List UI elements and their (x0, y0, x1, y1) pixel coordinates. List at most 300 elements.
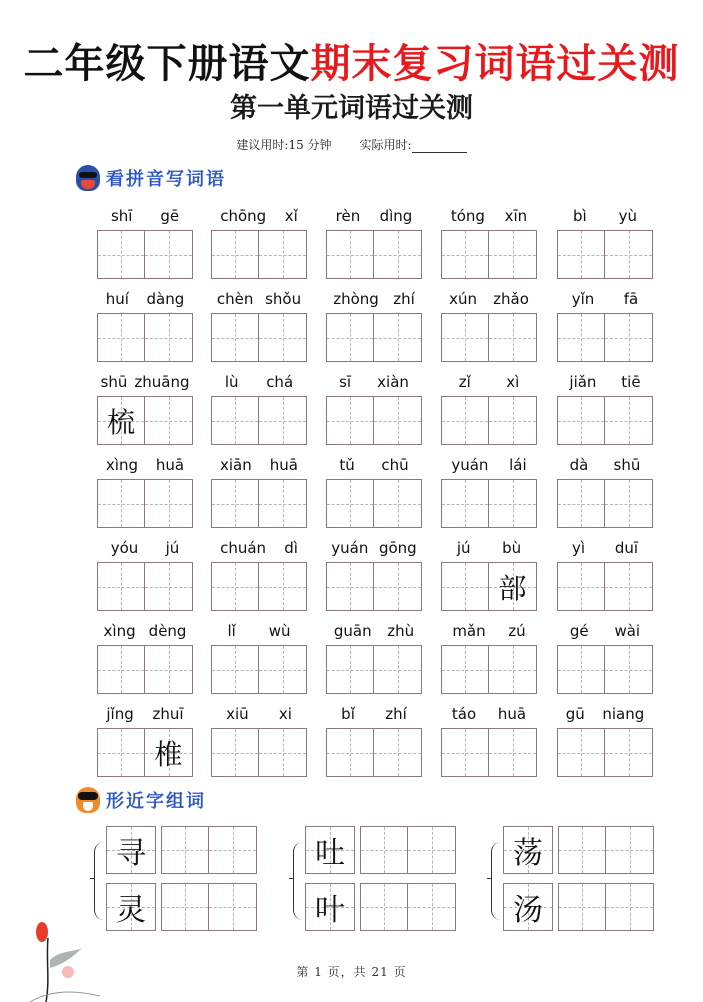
writing-cell[interactable] (361, 884, 408, 930)
writing-cell[interactable] (327, 563, 374, 610)
given-char-cell (306, 884, 354, 930)
pinyin-syllable: duī (614, 539, 639, 557)
writing-cell[interactable] (98, 480, 145, 527)
tianzige-box-pair (557, 728, 653, 777)
writing-cell[interactable] (605, 231, 652, 278)
pinyin-syllable: dìng (379, 207, 413, 225)
word-item (211, 371, 307, 445)
writing-cell[interactable] (145, 231, 192, 278)
pinyin-syllable: zhuī (152, 705, 184, 723)
tianzige-box-pair (557, 479, 653, 528)
title-part-black: 二年级下册语文 (23, 40, 311, 87)
similar-char-row (305, 883, 456, 931)
tianzige-box-pair (211, 645, 307, 694)
writing-cell[interactable] (442, 646, 489, 693)
writing-cell[interactable] (212, 397, 259, 444)
pinyin-syllable: táo (451, 705, 477, 723)
writing-cell[interactable] (374, 231, 421, 278)
writing-cell[interactable] (605, 480, 652, 527)
pinyin-syllable: dèng (148, 622, 187, 640)
writing-cell[interactable] (408, 884, 455, 930)
pinyin-syllable: yǐn (571, 290, 595, 308)
pinyin-label (557, 205, 653, 225)
tianzige-box-pair (211, 230, 307, 279)
writing-cell[interactable] (259, 646, 306, 693)
pinyin-syllable: yuán (451, 456, 489, 474)
pinyin-label (211, 703, 307, 723)
tianzige-box-pair (97, 230, 193, 279)
tianzige-box-pair (326, 396, 422, 445)
writing-cell[interactable] (259, 480, 306, 527)
lotus-decoration-icon (20, 920, 110, 1002)
writing-cell[interactable] (489, 397, 536, 444)
writing-cell[interactable] (605, 314, 652, 361)
similar-char-row (106, 883, 257, 931)
pinyin-label (557, 703, 653, 723)
writing-cell[interactable] (442, 397, 489, 444)
pinyin-label (326, 454, 422, 474)
pinyin-syllable: huā (155, 456, 185, 474)
filled-character: 梳 (106, 405, 135, 439)
given-char-box (503, 826, 553, 874)
given-char-cell (107, 827, 155, 873)
given-char-box (305, 883, 355, 931)
pinyin-syllable: guān (333, 622, 372, 640)
word-item (441, 371, 537, 445)
word-item (211, 454, 307, 528)
tianzige-box-pair (557, 230, 653, 279)
writing-cell[interactable] (98, 563, 145, 610)
word-item (97, 454, 193, 528)
writing-cell[interactable] (98, 314, 145, 361)
section-label: 看拼音写词语 (106, 169, 226, 190)
writing-cell[interactable] (327, 480, 374, 527)
word-item (326, 205, 422, 279)
similar-char-row (106, 826, 257, 874)
tianzige-box-pair (441, 396, 537, 445)
pinyin-syllable: gōng (378, 539, 417, 557)
writing-cell[interactable] (98, 231, 145, 278)
writing-cell[interactable] (162, 884, 209, 930)
pinyin-label (326, 205, 422, 225)
tianzige-box-pair (97, 479, 193, 528)
writing-cell[interactable] (145, 314, 192, 361)
given-character: 汤 (513, 893, 543, 928)
pinyin-label (97, 371, 193, 391)
writing-cell[interactable] (327, 231, 374, 278)
writing-cell[interactable] (361, 827, 408, 873)
word-item (441, 537, 537, 611)
pinyin-syllable: shǒu (265, 290, 302, 308)
pinyin-syllable: bǐ (341, 705, 355, 723)
writing-cell[interactable] (408, 827, 455, 873)
pinyin-syllable: bì (572, 207, 587, 225)
writing-cell[interactable] (259, 563, 306, 610)
section-header-pinyin (76, 164, 226, 192)
pinyin-label (557, 288, 653, 308)
word-item (557, 288, 653, 362)
word-item (326, 454, 422, 528)
pinyin-syllable: huā (497, 705, 527, 723)
word-item (97, 205, 193, 279)
tianzige-box-pair (557, 562, 653, 611)
word-item (557, 703, 653, 777)
suggested-time: 建议用时:15 分钟 (236, 138, 332, 152)
writing-cell[interactable] (442, 480, 489, 527)
writing-cell[interactable] (259, 397, 306, 444)
writing-cell[interactable] (489, 314, 536, 361)
pinyin-syllable: xiū (226, 705, 249, 723)
pinyin-label (97, 205, 193, 225)
pinyin-syllable: dì (284, 539, 298, 557)
writing-cell[interactable] (98, 397, 145, 444)
tianzige-box-pair (441, 645, 537, 694)
pinyin-label (557, 537, 653, 557)
pinyin-syllable: zhǎo (493, 290, 529, 308)
pinyin-syllable: gū (565, 705, 585, 723)
word-item (441, 620, 537, 694)
pinyin-label (441, 537, 537, 557)
filled-character: 部 (498, 571, 527, 605)
writing-cell[interactable] (259, 729, 306, 776)
pinyin-syllable: gē (160, 207, 180, 225)
given-char-cell (504, 884, 552, 930)
given-character: 寻 (116, 836, 146, 871)
word-item (326, 537, 422, 611)
tianzige-box-pair (211, 479, 307, 528)
pinyin-label (441, 288, 537, 308)
tianzige-box-pair (326, 562, 422, 611)
word-item (326, 371, 422, 445)
pinyin-syllable: dàng (146, 290, 185, 308)
answer-box-pair (558, 826, 654, 874)
word-item (211, 205, 307, 279)
tianzige-box-pair (557, 645, 653, 694)
writing-cell[interactable] (606, 827, 653, 873)
pinyin-label (211, 371, 307, 391)
section-label: 形近字组词 (106, 791, 206, 812)
pinyin-syllable: jǐng (106, 705, 134, 723)
pinyin-label (97, 620, 193, 640)
pinyin-label (441, 205, 537, 225)
word-item (557, 454, 653, 528)
actual-time-label: 实际用时: (359, 138, 412, 152)
pinyin-syllable: lái (509, 456, 527, 474)
pinyin-syllable: jú (165, 539, 180, 557)
given-character: 叶 (315, 893, 345, 928)
pinyin-syllable: yì (571, 539, 585, 557)
writing-cell[interactable] (442, 231, 489, 278)
pinyin-syllable: shū (613, 456, 641, 474)
pinyin-syllable: tiē (621, 373, 641, 391)
writing-cell[interactable] (605, 563, 652, 610)
tianzige-box-pair (326, 313, 422, 362)
pinyin-syllable: xiàn (377, 373, 409, 391)
pinyin-label (557, 620, 653, 640)
word-item (211, 288, 307, 362)
tianzige-box-pair (211, 562, 307, 611)
writing-cell[interactable] (212, 646, 259, 693)
pinyin-syllable: chèn (216, 290, 254, 308)
writing-cell[interactable] (605, 397, 652, 444)
brace-icon (94, 842, 106, 920)
similar-char-row (503, 883, 654, 931)
pinyin-label (97, 288, 193, 308)
word-item (97, 703, 193, 777)
pinyin-syllable: rèn (335, 207, 361, 225)
pinyin-syllable: xǐ (284, 207, 298, 225)
tianzige-box-pair (97, 562, 193, 611)
writing-cell[interactable] (489, 231, 536, 278)
writing-cell[interactable] (558, 314, 605, 361)
writing-cell[interactable] (162, 827, 209, 873)
pinyin-label (441, 703, 537, 723)
pinyin-syllable: lù (224, 373, 239, 391)
pinyin-syllable: jiǎn (569, 373, 597, 391)
given-character: 灵 (116, 893, 146, 928)
writing-cell[interactable] (374, 563, 421, 610)
writing-cell[interactable] (374, 480, 421, 527)
given-char-box (503, 883, 553, 931)
writing-cell[interactable] (209, 884, 256, 930)
tianzige-box-pair (211, 396, 307, 445)
word-item (97, 537, 193, 611)
word-item (441, 454, 537, 528)
pinyin-syllable: xì (506, 373, 520, 391)
answer-box-pair (360, 826, 456, 874)
writing-cell[interactable] (442, 729, 489, 776)
pinyin-syllable: shū (100, 373, 128, 391)
similar-char-row (305, 826, 456, 874)
word-item (326, 620, 422, 694)
tianzige-box-pair (211, 313, 307, 362)
pinyin-syllable: tóng (450, 207, 485, 225)
writing-cell[interactable] (489, 646, 536, 693)
title-part-red: 期末复习词语过关测 (310, 40, 680, 87)
tianzige-box-pair (97, 645, 193, 694)
writing-cell[interactable] (442, 314, 489, 361)
writing-cell[interactable] (559, 827, 606, 873)
word-item (441, 205, 537, 279)
writing-cell[interactable] (374, 397, 421, 444)
writing-cell[interactable] (209, 827, 256, 873)
writing-cell[interactable] (558, 231, 605, 278)
pinyin-syllable: zhuāng (134, 373, 190, 391)
tianzige-box-pair (441, 479, 537, 528)
tianzige-box-pair (441, 728, 537, 777)
pinyin-label (211, 537, 307, 557)
writing-cell[interactable] (212, 314, 259, 361)
writing-cell[interactable] (558, 563, 605, 610)
section-header-similar-chars (76, 786, 206, 814)
writing-cell[interactable] (374, 314, 421, 361)
word-item (211, 537, 307, 611)
time-info (0, 136, 703, 153)
pinyin-syllable: yuán (331, 539, 369, 557)
pinyin-label (211, 454, 307, 474)
tianzige-box-pair (326, 479, 422, 528)
opera-mask-blue-icon (76, 165, 100, 191)
word-item (326, 703, 422, 777)
pinyin-syllable: fā (623, 290, 639, 308)
pinyin-label (97, 537, 193, 557)
pinyin-label (441, 371, 537, 391)
word-item (97, 620, 193, 694)
given-char-cell (107, 884, 155, 930)
writing-cell[interactable] (259, 314, 306, 361)
word-item (557, 371, 653, 445)
writing-cell[interactable] (259, 231, 306, 278)
pinyin-syllable: chá (266, 373, 294, 391)
writing-cell[interactable] (605, 646, 652, 693)
writing-cell[interactable] (212, 563, 259, 610)
writing-cell[interactable] (212, 729, 259, 776)
tianzige-box-pair (557, 313, 653, 362)
writing-cell[interactable] (605, 729, 652, 776)
writing-cell[interactable] (327, 397, 374, 444)
pinyin-syllable: jú (456, 539, 471, 557)
pinyin-syllable: zú (508, 622, 526, 640)
pinyin-label (211, 620, 307, 640)
page-subtitle: 第一单元词语过关测 (230, 93, 473, 124)
brace-icon (293, 842, 305, 920)
pinyin-syllable: zhù (387, 622, 415, 640)
actual-time-blank[interactable] (412, 141, 467, 153)
writing-cell[interactable] (374, 729, 421, 776)
brace-icon (491, 842, 503, 920)
word-item (557, 620, 653, 694)
pinyin-syllable: sī (339, 373, 352, 391)
writing-cell[interactable] (327, 646, 374, 693)
pinyin-syllable: xìng (105, 456, 138, 474)
pinyin-syllable: niang (602, 705, 645, 723)
writing-cell[interactable] (145, 729, 192, 776)
writing-cell[interactable] (606, 884, 653, 930)
pinyin-syllable: huā (269, 456, 298, 474)
writing-cell[interactable] (212, 231, 259, 278)
word-item (211, 703, 307, 777)
pinyin-syllable: yù (618, 207, 638, 225)
pinyin-syllable: mǎn (452, 622, 486, 640)
pinyin-label (441, 454, 537, 474)
pinyin-label (557, 454, 653, 474)
writing-cell[interactable] (212, 480, 259, 527)
pinyin-syllable: bù (502, 539, 522, 557)
pinyin-label (97, 703, 193, 723)
pinyin-syllable: xún (449, 290, 477, 308)
pinyin-label (326, 703, 422, 723)
word-item (211, 620, 307, 694)
writing-cell[interactable] (374, 646, 421, 693)
page-title (0, 32, 703, 89)
tianzige-box-pair (557, 396, 653, 445)
word-item (441, 703, 537, 777)
writing-cell[interactable] (327, 314, 374, 361)
given-char-cell (306, 827, 354, 873)
similar-char-group (503, 826, 654, 940)
writing-cell[interactable] (145, 646, 192, 693)
pinyin-syllable: chuán (220, 539, 267, 557)
tianzige-box-pair (211, 728, 307, 777)
given-char-cell (504, 827, 552, 873)
answer-box-pair (360, 883, 456, 931)
given-character: 吐 (315, 836, 345, 871)
pinyin-syllable: zhí (385, 705, 407, 723)
writing-cell[interactable] (489, 729, 536, 776)
pinyin-syllable: xi (278, 705, 292, 723)
pinyin-syllable: huí (105, 290, 129, 308)
given-character: 荡 (513, 836, 543, 871)
pinyin-syllable: shī (110, 207, 133, 225)
pinyin-syllable: xīn (504, 207, 528, 225)
pinyin-label (211, 205, 307, 225)
tianzige-box-pair (326, 728, 422, 777)
writing-cell[interactable] (98, 646, 145, 693)
word-item (97, 288, 193, 362)
pinyin-syllable: zǐ (458, 373, 471, 391)
word-item (441, 288, 537, 362)
tianzige-box-pair (97, 396, 193, 445)
given-char-box (106, 883, 156, 931)
writing-cell[interactable] (145, 397, 192, 444)
writing-cell[interactable] (98, 729, 145, 776)
pinyin-label (326, 371, 422, 391)
pinyin-syllable: tǔ (339, 456, 355, 474)
pinyin-syllable: gé (569, 622, 589, 640)
pinyin-syllable: yóu (110, 539, 139, 557)
writing-cell[interactable] (558, 397, 605, 444)
pinyin-syllable: zhòng (333, 290, 379, 308)
page-number: 第 1 页，共 21 页 (296, 965, 407, 979)
writing-cell[interactable] (327, 729, 374, 776)
pinyin-syllable: xìng (103, 622, 136, 640)
writing-cell[interactable] (559, 884, 606, 930)
pinyin-syllable: dà (569, 456, 589, 474)
pinyin-syllable: chōng (220, 207, 267, 225)
writing-cell[interactable] (558, 646, 605, 693)
writing-cell[interactable] (145, 563, 192, 610)
pinyin-label (326, 620, 422, 640)
writing-cell[interactable] (558, 729, 605, 776)
given-char-box (106, 826, 156, 874)
similar-char-group (106, 826, 257, 940)
writing-cell[interactable] (558, 480, 605, 527)
pinyin-label (326, 288, 422, 308)
pinyin-label (97, 454, 193, 474)
word-item (326, 288, 422, 362)
tianzige-box-pair (441, 313, 537, 362)
pinyin-label (211, 288, 307, 308)
tianzige-box-pair (97, 313, 193, 362)
word-item (97, 371, 193, 445)
pinyin-syllable: zhí (393, 290, 415, 308)
pinyin-syllable: wù (268, 622, 291, 640)
writing-cell[interactable] (145, 480, 192, 527)
tianzige-box-pair (441, 230, 537, 279)
pinyin-syllable: lǐ (227, 622, 236, 640)
writing-cell[interactable] (442, 563, 489, 610)
similar-char-group (305, 826, 456, 940)
opera-mask-orange-icon (76, 787, 100, 813)
tianzige-box-pair (441, 562, 537, 611)
writing-cell[interactable] (489, 480, 536, 527)
pinyin-syllable: wài (614, 622, 641, 640)
word-item (557, 205, 653, 279)
writing-cell[interactable] (489, 563, 536, 610)
tianzige-box-pair (326, 230, 422, 279)
pinyin-syllable: chū (381, 456, 409, 474)
answer-box-pair (161, 883, 257, 931)
